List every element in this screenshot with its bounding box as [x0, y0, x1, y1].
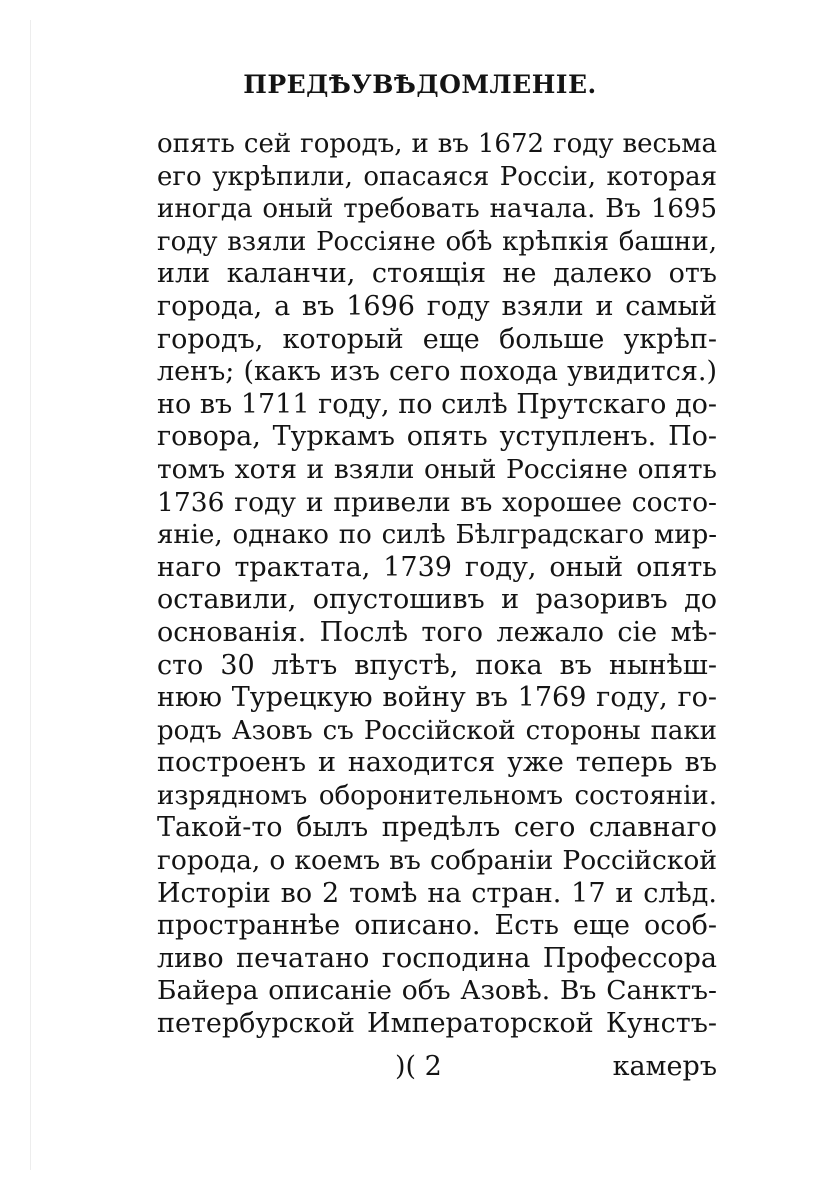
text-line: томъ хотя и взяли оный Россіяне опять — [157, 453, 717, 485]
text-line: городъ, который еще больше укрѣп- — [157, 323, 717, 355]
text-line: 1736 году и привели въ хорошее состо- — [157, 486, 717, 518]
text-line: говора, Туркамъ опять уступленъ. По- — [157, 421, 717, 453]
text-line: сто 30 лѣтъ впустѣ, пока въ нынѣш- — [157, 649, 717, 681]
text-line: году взяли Россіяне обѣ крѣпкія башни, — [157, 226, 717, 257]
page-footer — [157, 1051, 717, 1087]
text-line: его укрѣпили, опасаяся Россіи, которая — [157, 161, 717, 192]
text-line: оставили, опустошивъ и разоривъ до — [157, 584, 717, 616]
catchword: камеръ — [612, 1051, 717, 1082]
text-line: или каланчи, стоящія не далеко отъ — [157, 258, 717, 290]
page-edge-shadow — [30, 20, 31, 1170]
text-line: опять сей городъ, и въ 1672 году весьма — [157, 129, 717, 159]
text-line: родъ Азовъ съ Россійской стороны паки — [157, 715, 717, 746]
text-line: Байера описаніе объ Азовѣ. Въ Санктъ- — [157, 975, 717, 1007]
running-header: ПРЕДѢУВѢДОМЛЕНІЕ. — [243, 70, 597, 99]
text-line: иногда оный требовать начала. Въ 1695 — [157, 194, 717, 225]
text-line: яніе, однако по силѣ Бѣлградскаго мир- — [157, 520, 717, 551]
text-line: пространнѣе описано. Есть еще особ- — [157, 910, 717, 942]
signature-mark: )( 2 — [395, 1051, 442, 1082]
text-line: наго трактата, 1739 году, оный опять — [157, 551, 717, 583]
text-line: основанія. Послѣ того лежало сіе мѣ- — [157, 616, 717, 648]
text-line: города, а въ 1696 году взяли и самый — [157, 290, 717, 322]
text-line: изрядномъ оборонительномъ состояніи. — [157, 780, 717, 811]
text-line: города, о коемъ въ собраніи Россійской — [157, 845, 717, 877]
text-line: Исторіи во 2 томѣ на стран. 17 и слѣд. — [157, 877, 717, 909]
text-line: ливо печатано господина Профессора — [157, 942, 717, 974]
text-line: но въ 1711 году, по силѣ Прутскаго до- — [157, 388, 717, 420]
text-line: петербурской Императорской Кунстъ- — [157, 1008, 717, 1040]
text-line: построенъ и находится уже теперь въ — [157, 747, 717, 779]
text-line: Такой-то былъ предѣлъ сего славнаго — [157, 812, 717, 844]
text-line: ленъ; (какъ изъ сего похода увидится.) — [157, 356, 717, 388]
text-line: нюю Турецкую войну въ 1769 году, го- — [157, 682, 717, 714]
body-text — [157, 128, 717, 1041]
